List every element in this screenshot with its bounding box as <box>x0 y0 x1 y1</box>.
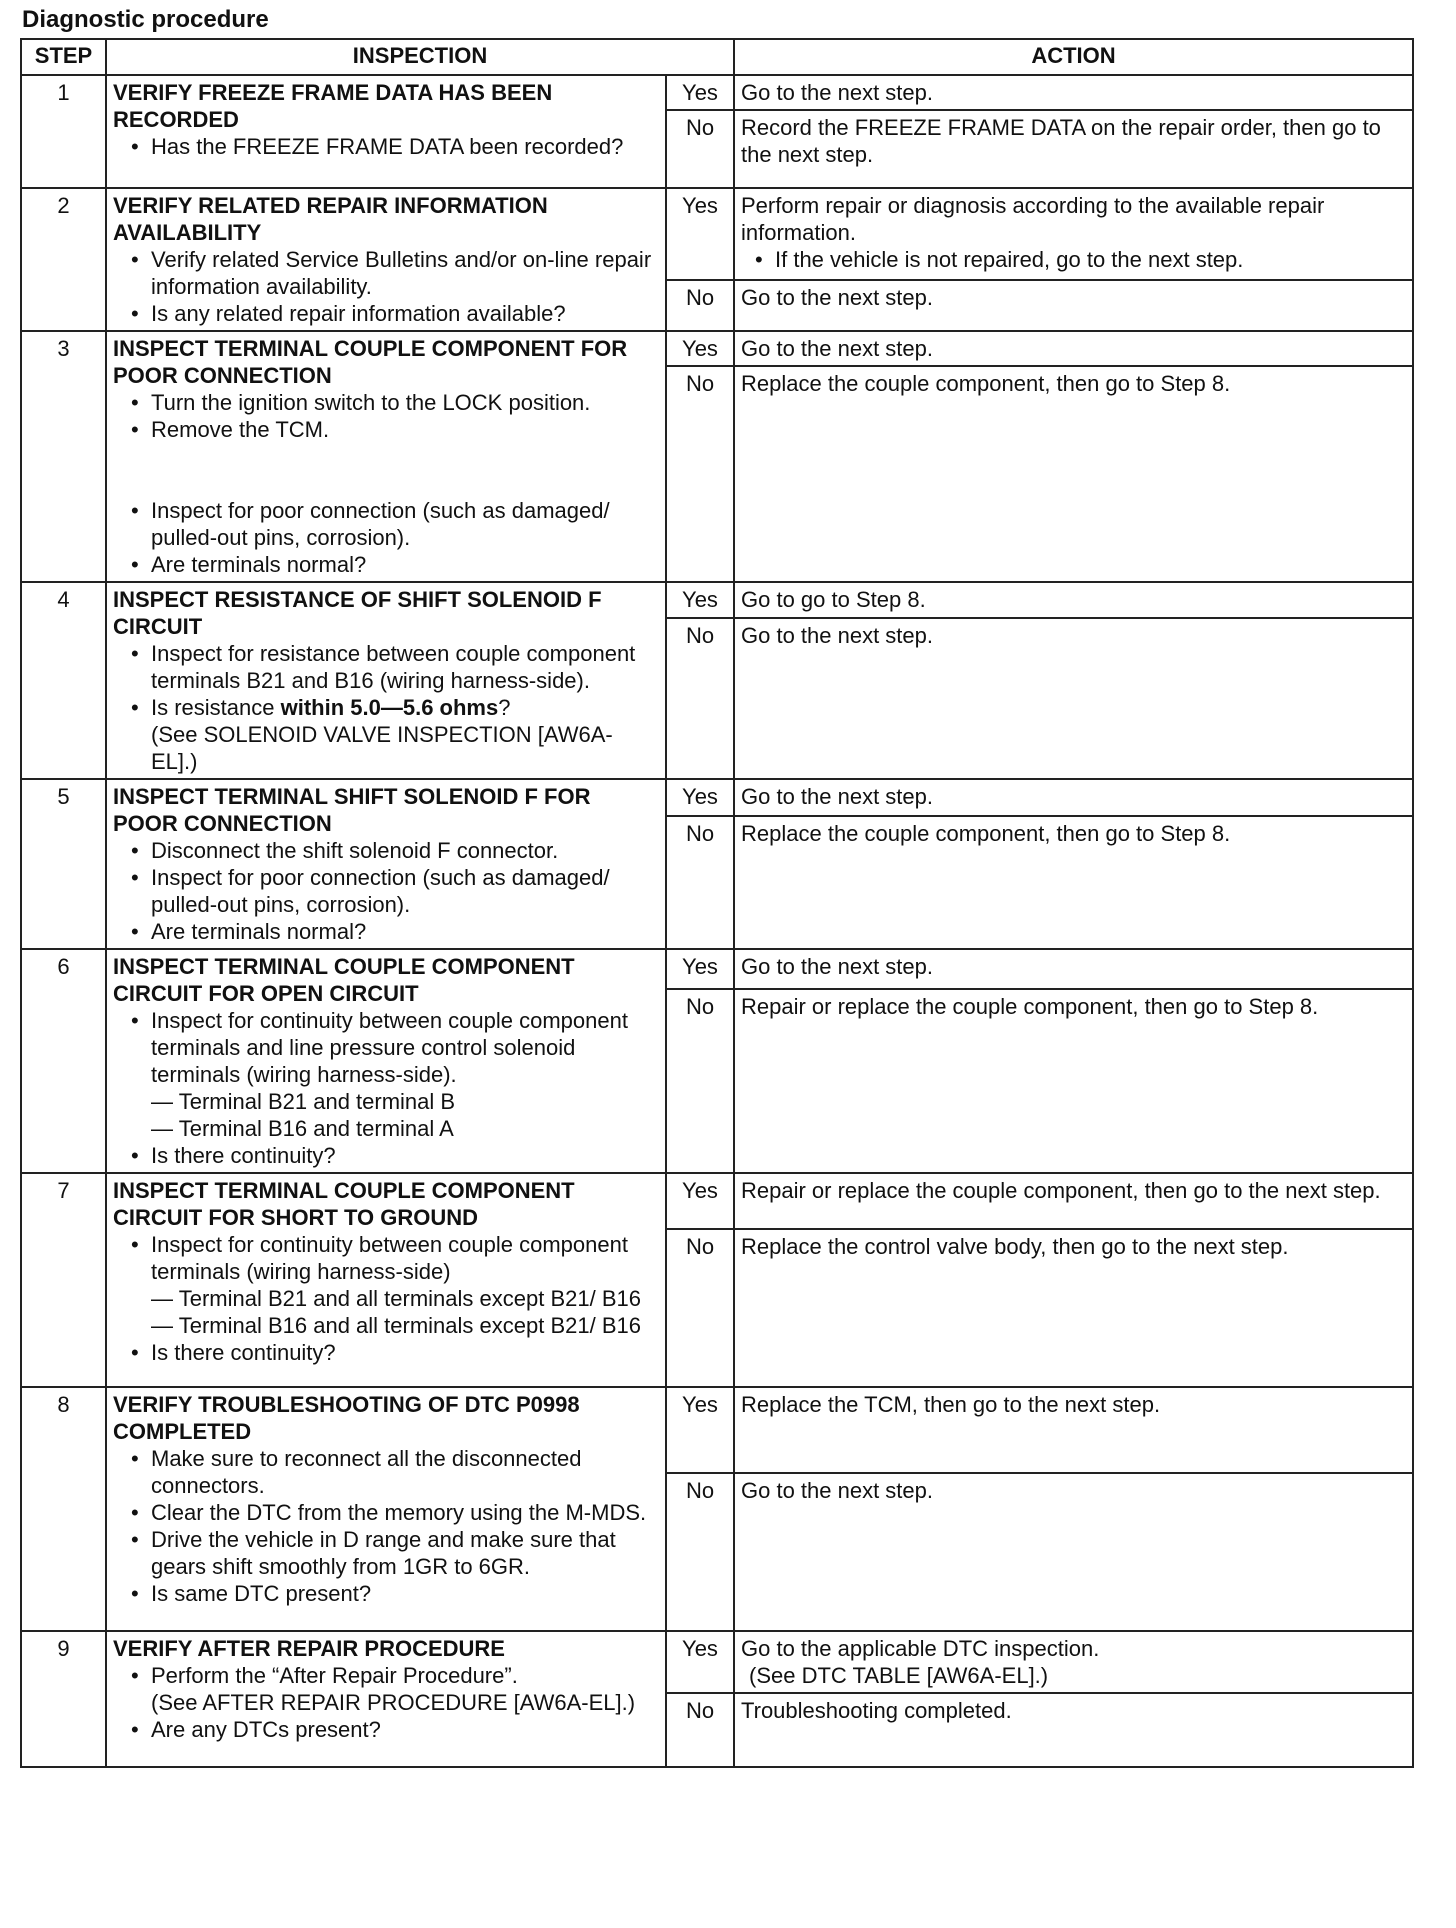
step-8-yes-row <box>21 1387 1413 1473</box>
no-label: No <box>666 280 734 331</box>
yes-action <box>734 188 1413 280</box>
inspection-title: VERIFY FREEZE FRAME DATA HAS BEEN RECORDED <box>113 80 553 132</box>
inspection-item: • Inspect for resistance between couple component terminals B21 and B16 (wiring harness-side). <box>131 640 659 694</box>
inspection-title: VERIFY TROUBLESHOOTING OF DTC P0998 COMPLETED <box>113 1392 580 1444</box>
inspection-cell <box>106 1387 666 1631</box>
yes-label: Yes <box>666 1173 734 1229</box>
no-label: No <box>666 1693 734 1767</box>
inspection-cell <box>106 949 666 1173</box>
inspection-item <box>131 694 659 775</box>
inspection-item: • Are any DTCs present? <box>131 1716 659 1743</box>
step-number: 3 <box>21 331 106 582</box>
step-5-yes-row <box>21 779 1413 816</box>
yes-label: Yes <box>666 949 734 989</box>
no-action: Replace the couple component, then go to Step 8. <box>734 366 1413 582</box>
no-label: No <box>666 989 734 1173</box>
inspection-item: • Verify related Service Bulletins and/or on-line repair information availability. <box>131 246 659 300</box>
header-row <box>21 39 1413 75</box>
inspection-title: INSPECT TERMINAL COUPLE COMPONENT CIRCUIT FOR SHORT TO GROUND <box>113 1178 575 1230</box>
inspection-cell <box>106 75 666 188</box>
step-number: 6 <box>21 949 106 1173</box>
yes-label: Yes <box>666 779 734 816</box>
inspection-item: • Turn the ignition switch to the LOCK position. <box>131 389 659 416</box>
no-label: No <box>666 110 734 188</box>
inspection-cell <box>106 188 666 331</box>
diagnostic-procedure-table <box>20 38 1414 1768</box>
no-action: Repair or replace the couple component, then go to Step 8. <box>734 989 1413 1173</box>
step-1-yes-row <box>21 75 1413 110</box>
resistance-range: within 5.0—5.6 ohms <box>280 695 499 720</box>
yes-label: Yes <box>666 75 734 110</box>
inspection-cell <box>106 779 666 949</box>
step-number: 9 <box>21 1631 106 1767</box>
inspection-item <box>131 1231 659 1339</box>
yes-label: Yes <box>666 1387 734 1473</box>
step-number: 1 <box>21 75 106 188</box>
yes-label: Yes <box>666 1631 734 1693</box>
inspection-item: • Drive the vehicle in D range and make sure that gears shift smoothly from 1GR to 6GR. <box>131 1526 659 1580</box>
terminal-pair: — Terminal B21 and all terminals except B21/ B16 <box>151 1286 641 1311</box>
header-action: ACTION <box>734 39 1413 75</box>
step-number: 8 <box>21 1387 106 1631</box>
inspection-item: • Inspect for poor connection (such as damaged/ pulled-out pins, corrosion). <box>131 497 659 551</box>
yes-action-text: Perform repair or diagnosis according to the available repair information. <box>741 193 1325 245</box>
no-action: Go to the next step. <box>734 618 1413 779</box>
inspection-item: • Is there continuity? <box>131 1339 659 1366</box>
inspection-item <box>131 1662 659 1716</box>
yes-action: Go to go to Step 8. <box>734 582 1413 618</box>
step-number: 5 <box>21 779 106 949</box>
no-action: Replace the control valve body, then go to the next step. <box>734 1229 1413 1387</box>
yes-action: Go to the next step. <box>734 949 1413 989</box>
step-9-yes-row <box>21 1631 1413 1693</box>
inspection-item: • Is there continuity? <box>131 1142 659 1169</box>
no-label: No <box>666 366 734 582</box>
no-label: No <box>666 816 734 950</box>
step-2-yes-row <box>21 188 1413 280</box>
no-label: No <box>666 1229 734 1387</box>
inspection-cell <box>106 582 666 779</box>
inspection-item: • Are terminals normal? <box>131 551 659 578</box>
inspection-item: • Clear the DTC from the memory using the M-MDS. <box>131 1499 659 1526</box>
inspection-title: VERIFY RELATED REPAIR INFORMATION AVAILABILITY <box>113 193 548 245</box>
figure-gap <box>113 443 659 497</box>
inspection-item: • Disconnect the shift solenoid F connector. <box>131 837 659 864</box>
step-7-yes-row <box>21 1173 1413 1229</box>
step-4-yes-row <box>21 582 1413 618</box>
yes-label: Yes <box>666 582 734 618</box>
no-action: Go to the next step. <box>734 1473 1413 1631</box>
reference-note: (See DTC TABLE [AW6A-EL].) <box>749 1663 1049 1688</box>
inspection-cell <box>106 1631 666 1767</box>
yes-action: Repair or replace the couple component, then go to the next step. <box>734 1173 1413 1229</box>
no-label: No <box>666 1473 734 1631</box>
no-action: Go to the next step. <box>734 280 1413 331</box>
inspection-item: • Are terminals normal? <box>131 918 659 945</box>
step-number: 4 <box>21 582 106 779</box>
reference-note: (See SOLENOID VALVE INSPECTION [AW6A-EL].) <box>151 722 613 774</box>
terminal-pair: — Terminal B21 and terminal B <box>151 1089 456 1114</box>
inspection-item: • Has the FREEZE FRAME DATA been recorded? <box>131 133 659 160</box>
step-number: 2 <box>21 188 106 331</box>
no-action: Troubleshooting completed. <box>734 1693 1413 1767</box>
inspection-item-text: Inspect for continuity between couple component terminals (wiring harness-side) <box>151 1232 628 1284</box>
resistance-question-end: ? <box>498 695 511 720</box>
yes-action-bullet: • If the vehicle is not repaired, go to the next step. <box>755 246 1406 273</box>
inspection-cell <box>106 331 666 582</box>
yes-action: Go to the next step. <box>734 779 1413 816</box>
yes-action: Replace the TCM, then go to the next step. <box>734 1387 1413 1473</box>
yes-label: Yes <box>666 331 734 366</box>
yes-label: Yes <box>666 188 734 280</box>
no-action: Replace the couple component, then go to Step 8. <box>734 816 1413 950</box>
step-number: 7 <box>21 1173 106 1387</box>
yes-action <box>734 1631 1413 1693</box>
inspection-item-text: Perform the “After Repair Procedure”. <box>151 1663 518 1688</box>
no-label: No <box>666 618 734 779</box>
yes-action: Go to the next step. <box>734 331 1413 366</box>
inspection-title: VERIFY AFTER REPAIR PROCEDURE <box>113 1636 505 1661</box>
terminal-pair: — Terminal B16 and all terminals except B21/ B16 <box>151 1313 641 1338</box>
inspection-item: • Inspect for poor connection (such as damaged/ pulled-out pins, corrosion). <box>131 864 659 918</box>
inspection-item: • Make sure to reconnect all the disconnected connectors. <box>131 1445 659 1499</box>
inspection-item-text: Inspect for continuity between couple component terminals and line pressure control solenoid terminals (wiring harness-side). <box>151 1008 628 1087</box>
inspection-item <box>131 1007 659 1142</box>
inspection-item: • Remove the TCM. <box>131 416 659 443</box>
reference-note: (See AFTER REPAIR PROCEDURE [AW6A-EL].) <box>151 1690 636 1715</box>
header-step: STEP <box>21 39 106 75</box>
page-title: Diagnostic procedure <box>22 6 269 33</box>
inspection-title: INSPECT TERMINAL COUPLE COMPONENT FOR POOR CONNECTION <box>113 336 628 388</box>
terminal-pair: — Terminal B16 and terminal A <box>151 1116 454 1141</box>
header-inspection: INSPECTION <box>106 39 734 75</box>
inspection-title: INSPECT RESISTANCE OF SHIFT SOLENOID F CIRCUIT <box>113 587 602 639</box>
step-6-yes-row <box>21 949 1413 989</box>
yes-action-text: Go to the applicable DTC inspection. <box>741 1636 1100 1661</box>
inspection-item: • Is any related repair information available? <box>131 300 659 327</box>
resistance-question: Is resistance <box>151 695 281 720</box>
yes-action: Go to the next step. <box>734 75 1413 110</box>
inspection-item: • Is same DTC present? <box>131 1580 659 1607</box>
no-action: Record the FREEZE FRAME DATA on the repair order, then go to the next step. <box>734 110 1413 188</box>
inspection-cell <box>106 1173 666 1387</box>
inspection-title: INSPECT TERMINAL SHIFT SOLENOID F FOR POOR CONNECTION <box>113 784 591 836</box>
step-3-yes-row <box>21 331 1413 366</box>
inspection-title: INSPECT TERMINAL COUPLE COMPONENT CIRCUIT FOR OPEN CIRCUIT <box>113 954 575 1006</box>
